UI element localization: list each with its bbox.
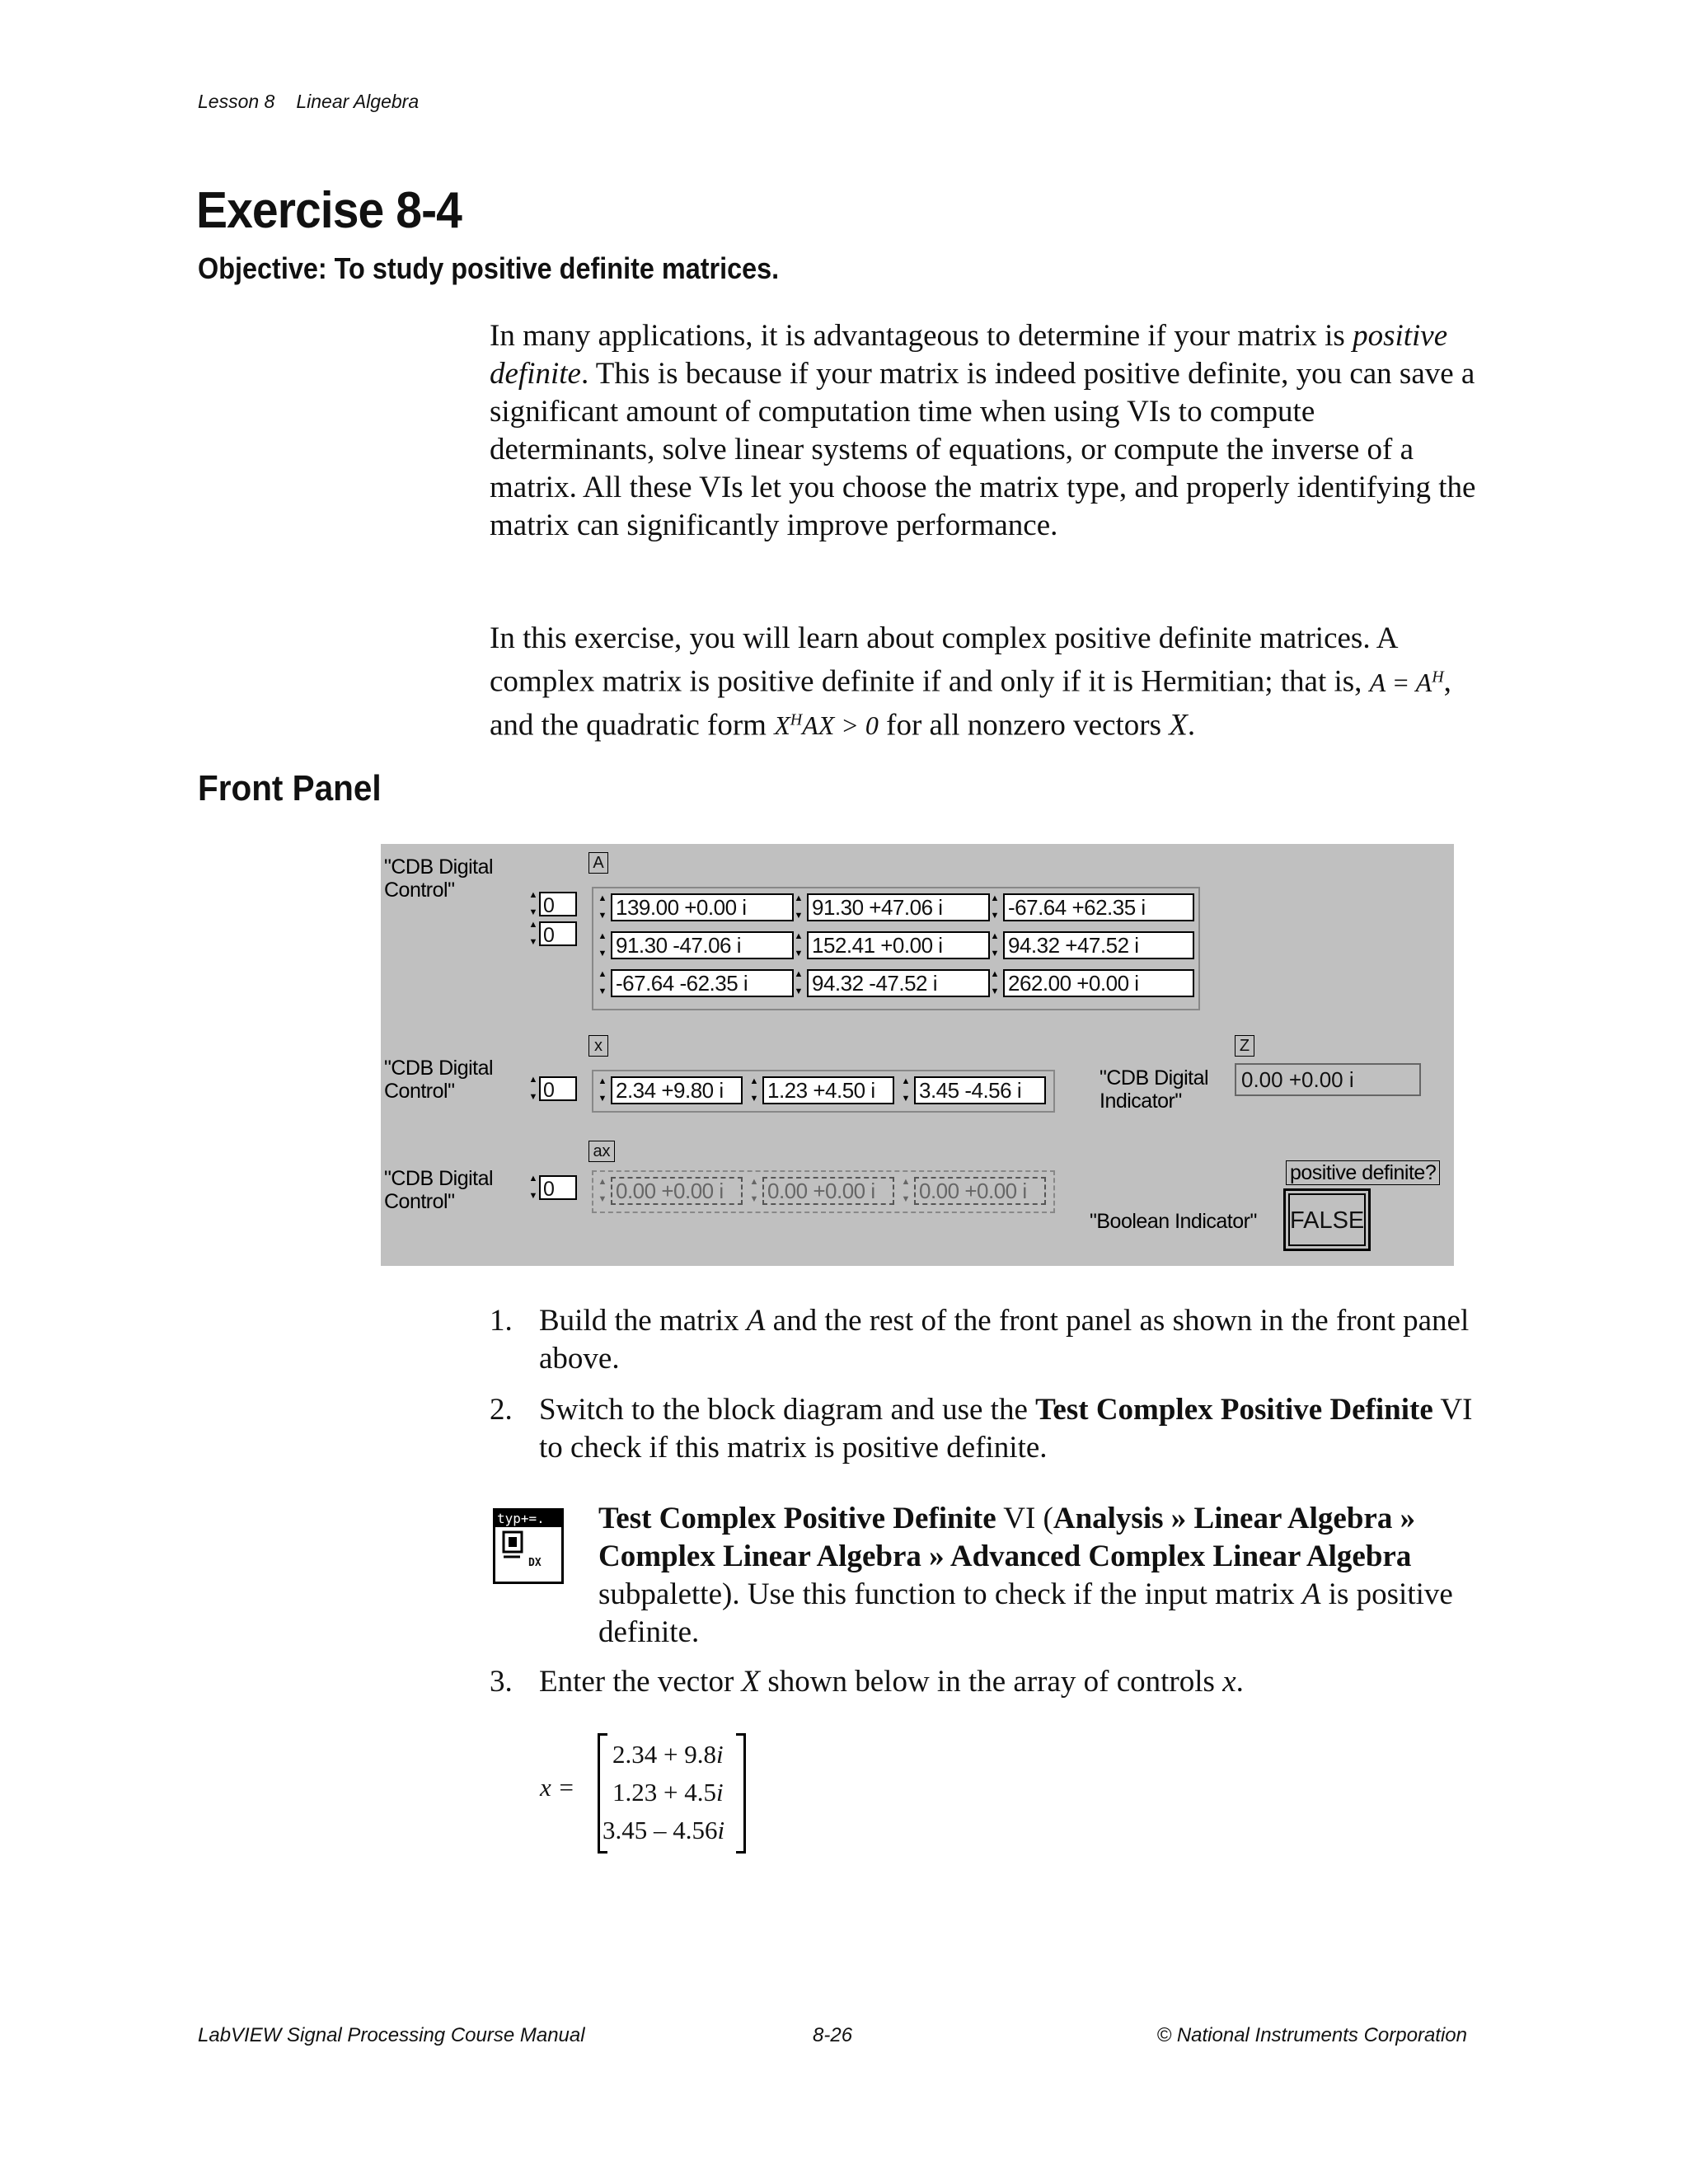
spin-arrows-icon: ▲ ▼ [749,1177,759,1204]
boolean-value: FALSE [1288,1193,1366,1246]
equation-superscript: H [790,710,803,729]
matrix-cell-value[interactable]: 91.30 +47.06 i [807,893,990,921]
x-cell-value[interactable]: 1.23 +4.50 i [762,1076,894,1104]
spin-arrows-icon[interactable]: ▲ ▼ [794,931,804,958]
matrix-cell[interactable] [793,930,990,961]
boolean-indicator-label: "Boolean Indicator" [1090,1210,1257,1233]
equation-text: AX > 0 [802,710,879,741]
spin-arrows-icon[interactable]: ▲ ▼ [528,920,538,947]
spin-arrows-icon[interactable]: ▲ ▼ [794,893,804,921]
ax-cell-value: 0.00 +0.00 i [611,1177,743,1205]
matrix-icon [495,1527,561,1580]
step-number: 1. [490,1304,513,1338]
equation-text: A = A [1369,667,1432,697]
spin-arrows-icon[interactable]: ▲ ▼ [598,893,607,921]
step-number: 3. [490,1665,513,1699]
matrix-cell-value[interactable]: 94.32 +47.52 i [1003,931,1194,959]
x-cell-value[interactable]: 2.34 +9.80 i [611,1076,743,1104]
step-text: . [1236,1665,1244,1699]
spin-arrows-icon: ▲ ▼ [598,1177,607,1204]
intro-emphasis: positive definite [490,319,1448,391]
spin-arrows-icon[interactable]: ▲ ▼ [528,1075,538,1102]
matrix-cell-value[interactable]: 94.32 -47.52 i [807,969,990,997]
variable: X [1169,708,1188,743]
column-index[interactable] [528,920,577,948]
spin-arrows-icon[interactable]: ▲ ▼ [528,1174,538,1201]
icon-text: typ+=. [495,1511,561,1527]
intro-text: . [1187,708,1196,743]
step-2 [490,1391,1487,1467]
ax-cell-value: 0.00 +0.00 i [914,1177,1046,1205]
matrix-a-label: A [588,852,608,874]
ax-cell [900,1175,1046,1207]
spin-arrows-icon[interactable]: ▲ ▼ [598,931,607,958]
step-3 [490,1663,1487,1701]
imaginary-unit: i [715,1740,724,1769]
matrix-cell[interactable] [989,968,1194,999]
spin-arrows-icon: ▲ ▼ [901,1177,911,1204]
matrix-cell[interactable] [793,892,990,923]
step-text: Switch to the block diagram and use the [539,1393,1036,1427]
vector-x-value: 3.45 – 4.56 [603,1816,718,1844]
variable: x [1222,1665,1236,1699]
matrix-cell-value[interactable]: -67.64 +62.35 i [1003,893,1194,921]
matrix-cell[interactable] [989,892,1194,923]
step-text: VI to check if this matrix is positive definite. [539,1393,1473,1465]
intro-text: , and the quadratic form [490,664,1451,743]
matrix-cell[interactable] [597,968,794,999]
ax-cell [597,1175,743,1207]
row-index[interactable] [528,890,577,918]
spin-arrows-icon[interactable]: ▲ ▼ [901,1076,911,1104]
imaginary-unit: i [717,1816,725,1844]
z-indicator: 0.00 +0.00 i [1235,1063,1421,1096]
positive-definite-label: positive definite? [1286,1160,1440,1185]
vector-x-row [612,1740,724,1769]
spin-arrows-icon[interactable]: ▲ ▼ [990,969,1000,996]
matrix-cell[interactable] [597,892,794,923]
imaginary-unit: i [715,1778,724,1807]
vi-text: subpalette). Use this function to check if the input matrix [598,1577,1302,1611]
ax-cell-value: 0.00 +0.00 i [762,1177,894,1205]
matrix-cell-value[interactable]: 91.30 -47.06 i [611,931,794,959]
ax-cell [748,1175,894,1207]
x-cell[interactable] [597,1075,743,1106]
palette-path: Analysis » Linear Algebra » Complex Linear Algebra » Advanced Complex Linear Algebra [598,1502,1416,1573]
matrix-cell[interactable] [793,968,990,999]
variable: X [741,1665,761,1699]
ax-label: ax [588,1141,615,1162]
running-head [198,91,440,113]
vector-x-row [612,1778,724,1807]
vi-description [598,1500,1489,1652]
ax-index-value[interactable]: 0 [539,1175,577,1200]
control-label-a: "CDB Digital Control" [384,855,494,902]
icon-text: DX [528,1557,542,1569]
intro-text: In this exercise, you will learn about complex positive definite matrices. A complex matrix is positive definite if and only if it is Hermitian; that is, [490,621,1397,699]
vi-name: Test Complex Positive Definite [598,1502,996,1535]
matrix-cell[interactable] [989,930,1194,961]
quadratic-form [774,710,879,740]
spin-arrows-icon[interactable]: ▲ ▼ [749,1076,759,1104]
matrix-cell-value[interactable]: 262.00 +0.00 i [1003,969,1194,997]
variable: A [1301,1577,1321,1611]
footer-page-number: 8-26 [813,2024,853,2046]
test-positive-definite-vi-icon [493,1508,564,1584]
vi-name: Test Complex Positive Definite [1035,1393,1433,1427]
equation-superscript: H [1432,668,1444,686]
x-cell-value[interactable]: 3.45 -4.56 i [914,1076,1046,1104]
z-label: Z [1235,1035,1254,1057]
variable: A [746,1304,766,1338]
matrix-cell-value[interactable]: 139.00 +0.00 i [611,893,794,921]
step-text: shown below in the array of controls [760,1665,1223,1699]
matrix-cell-value[interactable]: -67.64 -62.35 i [611,969,794,997]
footer-manual-title: LabVIEW Signal Processing Course Manual [198,2024,585,2046]
equation-text: X [774,710,790,741]
footer-copyright: © National Instruments Corporation [1156,2024,1467,2046]
exercise-title: Exercise 8-4 [196,182,462,239]
intro-text: In many applications, it is advantageous to determine if your matrix is [490,319,1353,353]
vector-x-value: 1.23 + 4.5 [612,1778,716,1807]
intro-paragraph-1 [490,317,1479,545]
intro-text: . This is because if your matrix is indeed positive definite, you can save a significant amount of computation time when using VIs to compute determinants, solve linear systems of equations, or compute the inverse of a matrix. All these VIs let you choose the matrix type, and properly identifying the matrix can significantly improve performance. [490,357,1476,542]
lesson-number: Lesson 8 [198,91,275,112]
lesson-topic: Linear Algebra [296,91,420,112]
front-panel-heading: Front Panel [198,768,382,808]
objective: Objective: To study positive definite matrices. [198,251,780,285]
step-text: Build the matrix [539,1304,747,1338]
column-index-value[interactable]: 0 [539,921,577,946]
vi-text: is positive definite. [598,1577,1453,1649]
hermitian-equation [1370,668,1444,697]
spin-arrows-icon[interactable]: ▲ ▼ [990,931,1000,958]
intro-text: for all nonzero vectors [878,708,1170,743]
step-text: Enter the vector [539,1665,742,1699]
labview-front-panel [381,844,1454,1266]
x-cell[interactable] [748,1075,894,1106]
ax-index[interactable] [528,1174,577,1202]
vector-x-row [603,1816,724,1845]
vector-x-matrix [598,1733,746,1854]
vi-text: VI ( [996,1502,1053,1535]
x-cell[interactable] [900,1075,1046,1106]
spin-arrows-icon[interactable]: ▲ ▼ [598,969,607,996]
x-index[interactable] [528,1075,577,1103]
boolean-indicator [1283,1188,1371,1251]
step-1 [490,1302,1487,1378]
vector-x-value: 2.34 + 9.8 [612,1740,716,1769]
spin-arrows-icon[interactable]: ▲ ▼ [528,890,538,917]
step-text: and the rest of the front panel as shown in the front panel above. [539,1304,1470,1376]
spin-arrows-icon[interactable]: ▲ ▼ [598,1076,607,1104]
control-label-x: "CDB Digital Control" [384,1057,494,1103]
vector-x-lhs: x = [540,1773,575,1802]
matrix-cell-value[interactable]: 152.41 +0.00 i [807,931,990,959]
control-label-ax: "CDB Digital Control" [384,1167,494,1213]
indicator-label: "CDB Digital Indicator" [1100,1066,1209,1113]
row-index-value[interactable]: 0 [539,892,577,916]
step-number: 2. [490,1393,513,1427]
matrix-cell[interactable] [597,930,794,961]
x-index-value[interactable]: 0 [539,1076,577,1101]
spin-arrows-icon[interactable]: ▲ ▼ [794,969,804,996]
spin-arrows-icon[interactable]: ▲ ▼ [990,893,1000,921]
x-label: x [588,1035,608,1057]
intro-paragraph-2 [490,620,1479,744]
